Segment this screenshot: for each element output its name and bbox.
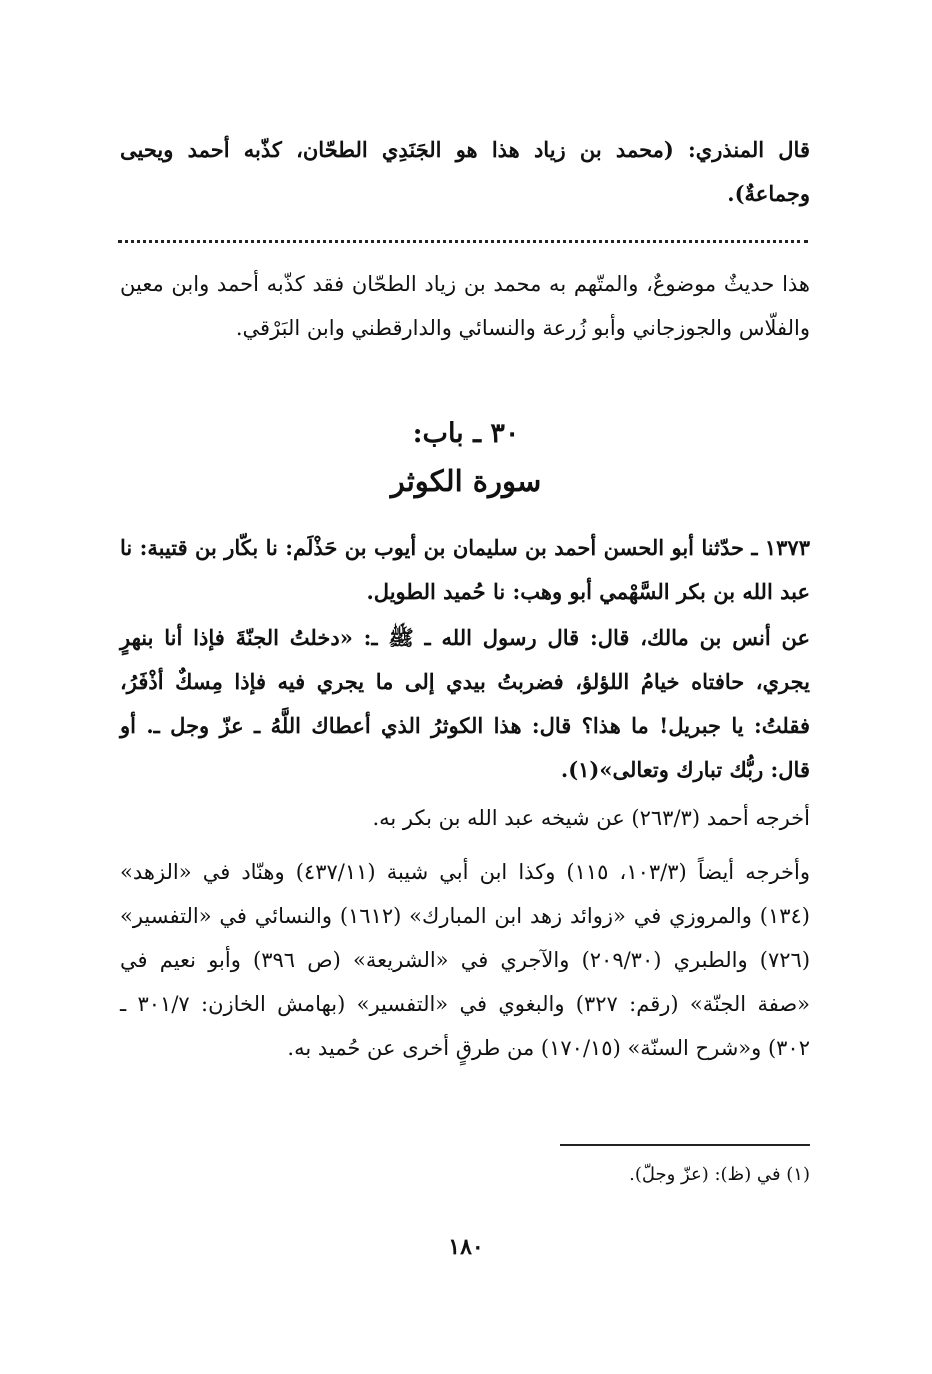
mundhiri-text: قال المنذري: (محمد بن زياد هذا هو الجَنَدِي الطحّان، كذّبه أحمد ويحيى وجماعةٌ).	[120, 137, 810, 206]
page-number: ١٨٠	[448, 1234, 484, 1260]
chapter-number: ٣٠ ـ باب:	[412, 418, 520, 449]
takhrij-second-block	[120, 850, 810, 1070]
hadith-matn: عن أنس بن مالك، قال: قال رسول الله ـ ﷺ ـ: «دخلتُ الجنّةَ فإذا أنا بنهرٍ يجري، حافتاه خيامُ اللؤلؤ، فضربتُ بيدي إلى ما يجري فيه فإذا مِسكٌ أذْفَرُ، فقلتُ: يا جبريل! ما هذا؟ قال: هذا الكوثرُ الذي أعطاك اللَّهُ ـ عزّ وجل ـ. أو قال: ربُّك تبارك وتعالى»(١).	[120, 625, 810, 782]
takhrij-first-block	[120, 796, 810, 840]
commentary-block	[120, 262, 810, 350]
footnote-rule	[560, 1144, 810, 1146]
commentary-text: هذا حديثٌ موضوعٌ، والمتّهم به محمد بن زياد الطحّان فقد كذّبه أحمد وابن معين والفلّاس والجوزجاني وأبو زُرعة والنسائي والدارقطني وابن البَرْقي.	[120, 272, 810, 340]
chapter-title: سورة الكوثر	[390, 464, 542, 498]
hadith-isnad-block	[120, 526, 810, 614]
mundhiri-quote	[120, 128, 810, 216]
dotted-separator	[118, 226, 808, 243]
hadith-matn-block	[120, 616, 810, 792]
footnote: (١) في (ظ): (عزّ وجلّ).	[629, 1164, 810, 1185]
takhrij-second: وأخرجه أيضاً (١٠٣/٣، ١١٥) وكذا ابن أبي شيبة (٤٣٧/١١) وهنّاد في «الزهد» (١٣٤) والمروزي في «زوائد زهد ابن المبارك» (١٦١٢) والنسائي في «التفسير» (٧٢٦) والطبري (٢٠٩/٣٠) والآجري في «الشريعة» (ص ٣٩٦) وأبو نعيم في «صفة الجنّة» (رقم: ٣٢٧) والبغوي في «التفسير» (بهامش الخازن: ٣٠١/٧ ـ ٣٠٢) و«شرح السنّة» (١٧٠/١٥) من طرقٍ أخرى عن حُميد به.	[120, 860, 811, 1060]
hadith-isnad: ١٣٧٣ ـ حدّثنا أبو الحسن أحمد بن سليمان بن أيوب بن حَذْلَم: نا بكّار بن قتيبة: نا عبد الله بن بكر السَّهْمي أبو وهب: نا حُميد الطويل.	[120, 535, 810, 604]
takhrij-first: أخرجه أحمد (٢٦٣/٣) عن شيخه عبد الله بن بكر به.	[372, 806, 810, 830]
